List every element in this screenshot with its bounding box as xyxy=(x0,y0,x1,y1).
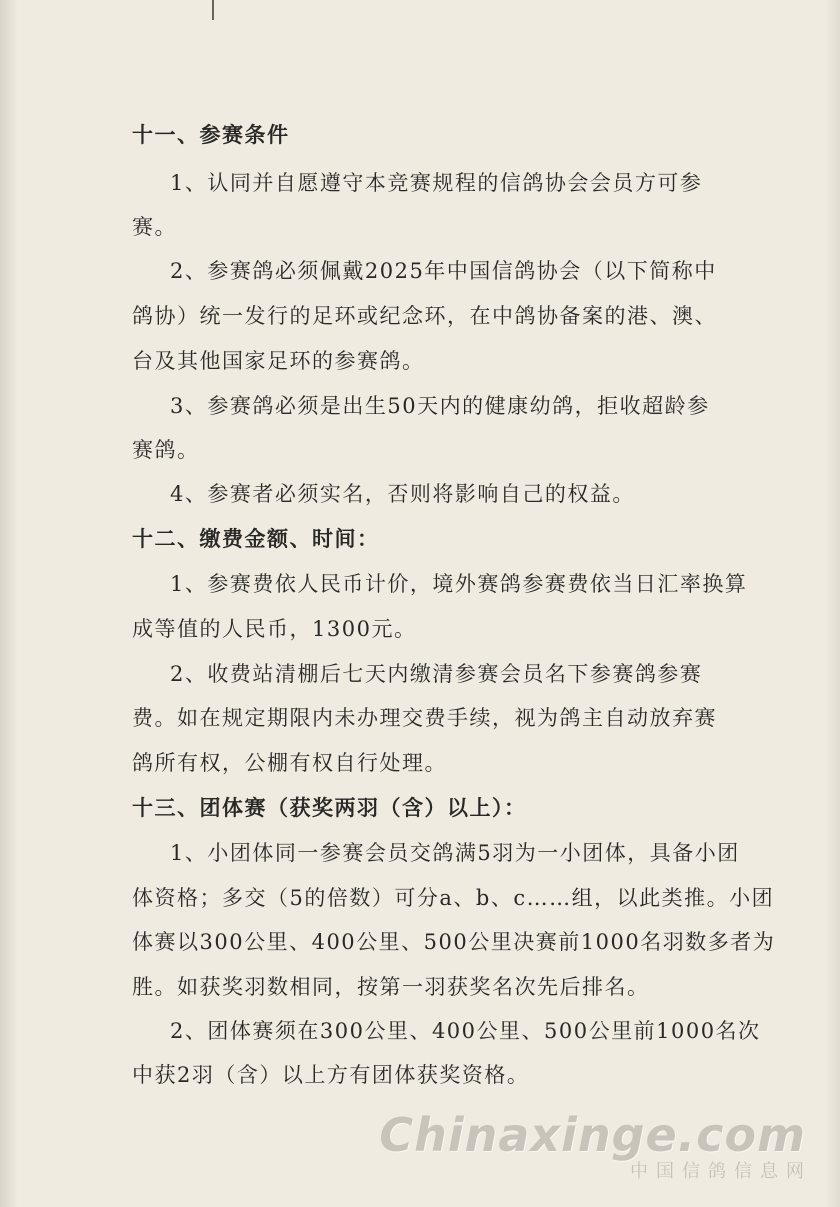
text-line: 胜。如获奖羽数相同，按第一羽获奖名次先后排名。 xyxy=(132,975,650,999)
text-line: 赛鸽。 xyxy=(132,438,200,462)
text-line: 1、参赛费依人民币计价，境外赛鸽参赛费依当日汇率换算 xyxy=(170,572,748,596)
text-line: 1、小团体同一参赛会员交鸽满5羽为一小团体，具备小团 xyxy=(170,841,740,865)
text-line: 赛。 xyxy=(132,215,177,239)
text-line: 费。如在规定期限内未办理交费手续，视为鸽主自动放弃赛 xyxy=(132,706,717,730)
text-line: 1、认同并自愿遵守本竞赛规程的信鸽协会会员方可参 xyxy=(170,171,703,195)
text-line: 中获2羽（含）以上方有团体获奖资格。 xyxy=(132,1063,530,1087)
text-line: 鸽协）统一发行的足环或纪念环，在中鸽协备案的港、澳、 xyxy=(132,304,717,328)
text-line: 2、收费站清棚后七天内缴清参赛会员名下参赛鸽参赛 xyxy=(170,662,703,686)
text-line: 2、参赛鸽必须佩戴2025年中国信鸽协会（以下简称中 xyxy=(170,259,717,283)
section-heading-eligibility: 十一、参赛条件 xyxy=(132,122,290,147)
text-line: 体赛以300公里、400公里、500公里决赛前1000名羽数多者为 xyxy=(132,930,776,954)
text-line: 体资格；多交（5的倍数）可分a、b、c……组，以此类推。小团 xyxy=(132,886,775,910)
section-heading-team-race: 十三、团体赛（获奖两羽（含）以上）： xyxy=(132,795,527,820)
section-heading-fees: 十二、缴费金额、时间： xyxy=(132,526,380,551)
text-line: 4、参赛者必须实名，否则将影响自己的权益。 xyxy=(170,482,635,506)
watermark-subtitle: 中国信鸽信息网 xyxy=(630,1161,812,1182)
text-line: 3、参赛鸽必须是出生50天内的健康幼鸽，拒收超龄参 xyxy=(170,394,710,418)
text-line: 成等值的人民币，1300元。 xyxy=(132,617,417,641)
text-line: 台及其他国家足环的参赛鸽。 xyxy=(132,349,425,373)
text-line: 鸽所有权，公棚有权自行处理。 xyxy=(132,751,447,775)
watermark-logo: Chinaxinge.com xyxy=(379,1108,806,1162)
site-watermark xyxy=(379,1108,812,1184)
text-line: 2、团体赛须在300公里、400公里、500公里前1000名次 xyxy=(170,1019,761,1043)
